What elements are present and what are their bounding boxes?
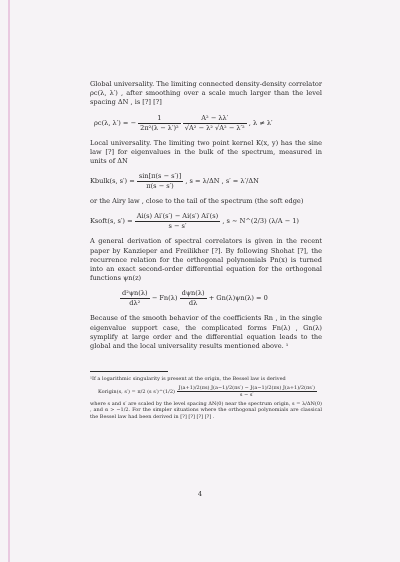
equation-sine-kernel: Kbulk(s, s′) = $\frac{\sin[\pi(s - s')]}{\pi(s - s')}$ , s = λ/ΔN , s′ = λ′/ΔN: [90, 172, 259, 191]
paragraph-general-derivation: A general derivation of spectral correlators is given in the recent paper by Kanzieper and Freilikher [?]. By following Shohat [?], the recurrence relation for the orthogonal polynomials Pn(x) is turned into an exact second-order differential equation for the orthogonal functions ψn(z): [90, 237, 322, 283]
paragraph-smooth-behavior: Because of the smooth behavior of the coefficients Rn , in the single eigenvalue support case, the complicated forms Fn(λ) , Gn(λ) symplify at large order and the differential equation leads to the global and the local universality results mentioned above. ¹: [90, 314, 322, 351]
paragraph-local-universality: Local universality. The limiting two point kernel K(x, y) has the sine law [?] for eigenvalues in the bulk of the spectrum, measured in units of ΔN: [90, 138, 322, 166]
margin-line: [8, 0, 10, 562]
equation-differential: $\frac{\text{d²ψn(λ)}}{\text{dλ²}}$ − Fn(λ) $\frac{\text{dψn(λ)}}{d\lambda}$ + Gn(λ)ψn(λ) = 0: [122, 289, 268, 308]
equation-airy-kernel: Ksoft(s, s′) = $\frac{Ai(s) Ai'(s') - Ai(s') Ai'(s)}{s - s'}$ , s ∼ N^(2/3) (λ/A − 1): [90, 212, 299, 231]
footnote-line-1: ¹If a logarithmic singularity is present at the origin, the Bessel law is derived: [90, 376, 286, 383]
footnote-line-2: where s and s′ are scaled by the level spacing ΔN(0) near the spectrum origin, s = λ/ΔN(0) , and α > −1/2. For the simpler situations where the orthogonal polynomials are classical the Bessel law had been derived in [?] [?] [?] [?] .: [90, 400, 322, 420]
footnote-equation-bessel: Korigin(s, s′) = π/2 (s s′)^(1/2) $\frac{J(a+1)/2(\pi s) J(a-1)/2(\pi s') - J(a-1)/2(\pi s) J(a+1)/2(\pi s')}{s - s'}$: [98, 384, 315, 399]
footnote: [90, 376, 322, 420]
paragraph-global-universality: Global universality. The limiting connected density-density correlator ρc(λ, λ′) , after smoothing over a scale much larger than the level spacing ΔN , is [?] [?]: [90, 80, 322, 107]
footnote-rule: [90, 371, 168, 372]
paragraph-airy-law: or the Airy law , close to the tail of the spectrum (the soft edge): [90, 197, 304, 206]
page-body: [90, 80, 322, 420]
equation-density-correlator: ρc(λ, λ′) = − $\frac{1}{\text{2π²(λ − λ′)²}}$ $\frac{\text{A² − λλ′}}{\text{√A² − λ² √A² − λ′²}}$ , λ ≠ λ′: [94, 113, 273, 132]
page-number: 4: [197, 490, 203, 498]
